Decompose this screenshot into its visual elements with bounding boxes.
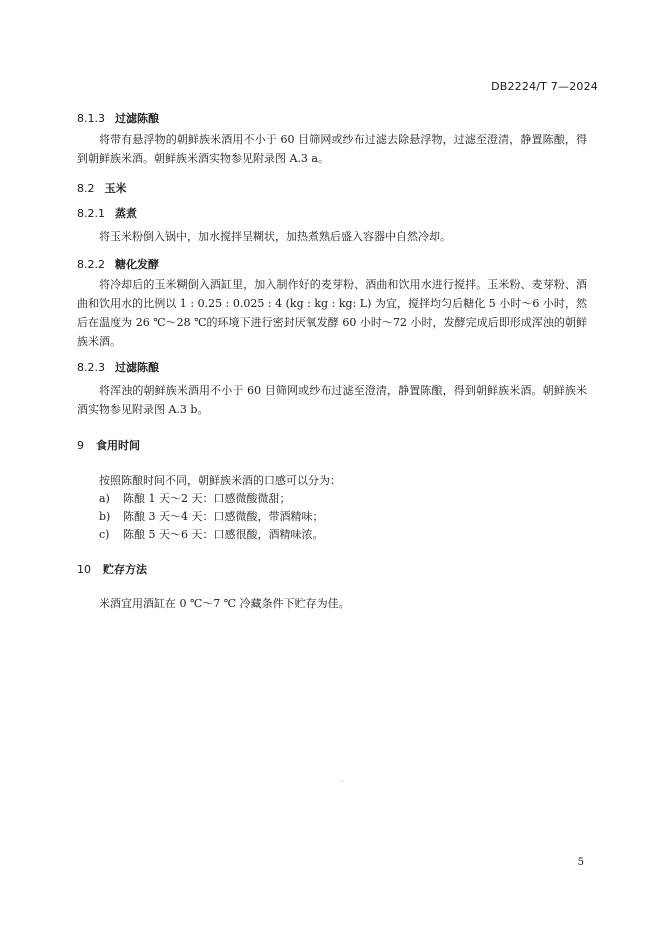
paragraph-8-2-1: 将玉米粉倒入锅中，加水搅拌呈糊状，加热煮熟后盛入容器中自然冷却。 xyxy=(99,230,451,243)
heading-10 xyxy=(77,561,147,577)
list-text: 陈酿 1 天～2 天：口感微酸微甜； xyxy=(123,492,291,505)
heading-title: 糖化发酵 xyxy=(115,258,159,271)
heading-8-2-1 xyxy=(77,205,137,221)
heading-number: 8.2.3 xyxy=(77,361,105,374)
heading-title: 蒸煮 xyxy=(115,207,137,220)
list-text: 陈酿 3 天～4 天：口感微酸，带酒精味； xyxy=(123,510,324,523)
heading-8-2-2 xyxy=(77,256,159,272)
heading-number: 9 xyxy=(77,439,84,452)
paragraph-8-1-3: 将带有悬浮物的朝鲜族米酒用不小于 60 目筛网或纱布过滤去除悬浮物，过滤至澄清，静置陈酿，得到朝鲜族米酒。朝鲜族米酒实物参见附录图 A.3 a。 xyxy=(77,133,587,165)
heading-title: 贮存方法 xyxy=(103,563,147,576)
list-marker: a) xyxy=(99,492,110,505)
heading-title: 玉米 xyxy=(104,182,127,195)
paragraph-8-2-3: 将浑浊的朝鲜族米酒用不小于 60 目筛网或纱布过滤至澄清，静置陈酿，得到朝鲜族米酒。朝鲜族米酒实物参见附录图 A.3 b。 xyxy=(77,384,587,416)
page-number: 5 xyxy=(577,857,584,868)
paragraph-9-intro: 按照陈酿时间不同，朝鲜族米酒的口感可以分为： xyxy=(99,474,341,487)
list-text: 陈酿 5 天～6 天：口感很酸，酒精味浓。 xyxy=(123,528,324,541)
heading-8-2-3 xyxy=(77,359,159,375)
list-marker: b) xyxy=(99,510,111,523)
heading-number: 8.1.3 xyxy=(77,112,105,125)
paragraph-10: 米酒宜用酒缸在 0 ℃～7 ℃ 冷藏条件下贮存为佳。 xyxy=(99,597,350,610)
scan-speck xyxy=(341,780,343,782)
heading-number: 8.2.2 xyxy=(77,258,105,271)
list-item xyxy=(99,490,291,506)
heading-9 xyxy=(77,437,140,453)
heading-title: 过滤陈酿 xyxy=(115,361,159,374)
list-item xyxy=(99,508,324,524)
list-item xyxy=(99,526,324,542)
heading-number: 10 xyxy=(77,563,91,576)
heading-8-1-3 xyxy=(77,110,159,126)
heading-title: 食用时间 xyxy=(96,439,140,452)
heading-number: 8.2 xyxy=(77,182,95,195)
paragraph-8-2-2: 将冷却后的玉米糊倒入酒缸里，加入制作好的麦芽粉、酒曲和饮用水进行搅拌。玉米粉、麦芽粉、酒曲和饮用水的比例以 1 : 0.25 : 0.025 : 4 (kg : kg : kg: L) 为宜，搅拌均匀后糖化 5 小时～6 小时，然后在温度为 26 ℃～28 ℃的环境下进行密封厌氧发酵 60 小时～72 小时，发酵完成后即形成浑浊的朝鲜族米酒。 xyxy=(77,278,587,348)
heading-title: 过滤陈酿 xyxy=(115,112,159,125)
document-code: DB2224/T 7—2024 xyxy=(491,80,598,93)
list-marker: c) xyxy=(99,528,110,541)
heading-8-2 xyxy=(77,180,127,196)
heading-number: 8.2.1 xyxy=(77,207,105,220)
